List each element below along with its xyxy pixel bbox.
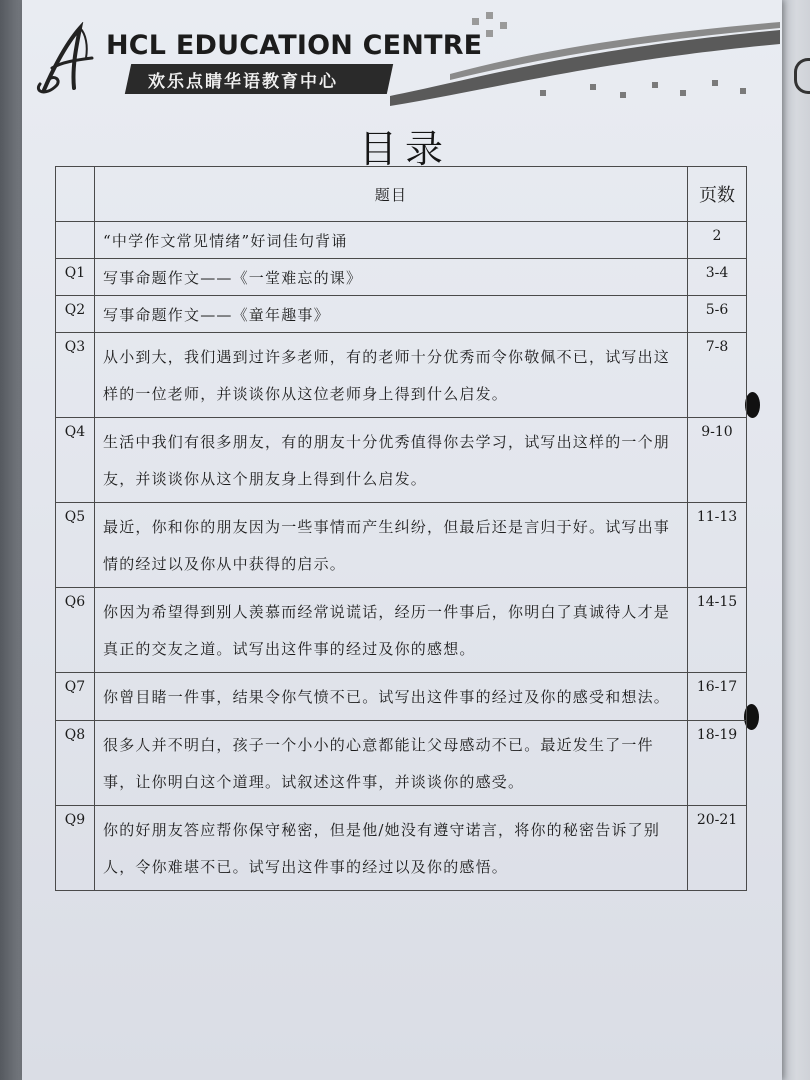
page-range: 14-15 (688, 588, 747, 673)
brand-name: HCL EDUCATION CENTRE (106, 30, 483, 61)
question-number: Q8 (56, 721, 95, 806)
question-number: Q4 (56, 418, 95, 503)
table-row (56, 418, 747, 503)
question-title: 最近，你和你的朋友因为一些事情而产生纠纷，但最后还是言归于好。试写出事情的经过以及你从中获得的启示。 (95, 503, 688, 588)
table-row (56, 333, 747, 418)
question-number: Q5 (56, 503, 95, 588)
page-range: 18-19 (688, 721, 747, 806)
page-range: 9-10 (688, 418, 747, 503)
question-number: Q6 (56, 588, 95, 673)
question-number: Q7 (56, 673, 95, 721)
question-number: Q2 (56, 296, 95, 333)
question-number (56, 222, 95, 259)
page-range: 7-8 (688, 333, 747, 418)
page-title: 目录 (358, 127, 451, 171)
question-title: “中学作文常见情绪”好词佳句背诵 (95, 222, 688, 259)
binder-hole (745, 392, 760, 418)
question-title: 你的好朋友答应帮你保守秘密，但是他/她没有遵守诺言，将你的秘密告诉了别人，令你难堪不已。试写出这件事的经过以及你的感悟。 (95, 806, 688, 891)
question-number: Q9 (56, 806, 95, 891)
page-range: 20-21 (688, 806, 747, 891)
page-range: 16-17 (688, 673, 747, 721)
header-pages-cell: 页数 (688, 167, 747, 222)
question-title: 很多人并不明白，孩子一个小小的心意都能让父母感动不已。最近发生了一件事，让你明白这个道理。试叙述这件事，并谈谈你的感受。 (95, 721, 688, 806)
page-range: 11-13 (688, 503, 747, 588)
question-number: Q3 (56, 333, 95, 418)
table-row (56, 673, 747, 721)
table-row (56, 296, 747, 333)
page-range: 3-4 (688, 259, 747, 296)
question-title: 生活中我们有很多朋友，有的朋友十分优秀值得你去学习，试写出这样的一个朋友，并谈谈你从这个朋友身上得到什么启发。 (95, 418, 688, 503)
question-number: Q1 (56, 259, 95, 296)
question-title: 从小到大，我们遇到过许多老师，有的老师十分优秀而令你敬佩不已，试写出这样的一位老师，并谈谈你从这位老师身上得到什么启发。 (95, 333, 688, 418)
table-of-contents (55, 166, 747, 891)
table-row (56, 259, 747, 296)
question-title: 你因为希望得到别人羡慕而经常说谎话，经历一件事后，你明白了真诚待人才是真正的交友之道。试写出这件事的经过及你的感想。 (95, 588, 688, 673)
question-title: 写事命题作文——《一堂难忘的课》 (95, 259, 688, 296)
brand-subtitle: 欢乐点睛华语教育中心 (148, 72, 338, 92)
table-header-row (56, 167, 747, 222)
page-range: 5-6 (688, 296, 747, 333)
header-number-cell (56, 167, 95, 222)
header-swoosh-decoration (390, 10, 780, 110)
table-row (56, 588, 747, 673)
question-title: 你曾目睹一件事，结果令你气愤不已。试写出这件事的经过及你的感受和想法。 (95, 673, 688, 721)
page-range: 2 (688, 222, 747, 259)
question-title: 写事命题作文——《童年趣事》 (95, 296, 688, 333)
table-row (56, 222, 747, 259)
header-title-cell: 题目 (95, 167, 688, 222)
logo-icon (36, 22, 100, 96)
table-row (56, 806, 747, 891)
table-row (56, 503, 747, 588)
table-row (56, 721, 747, 806)
